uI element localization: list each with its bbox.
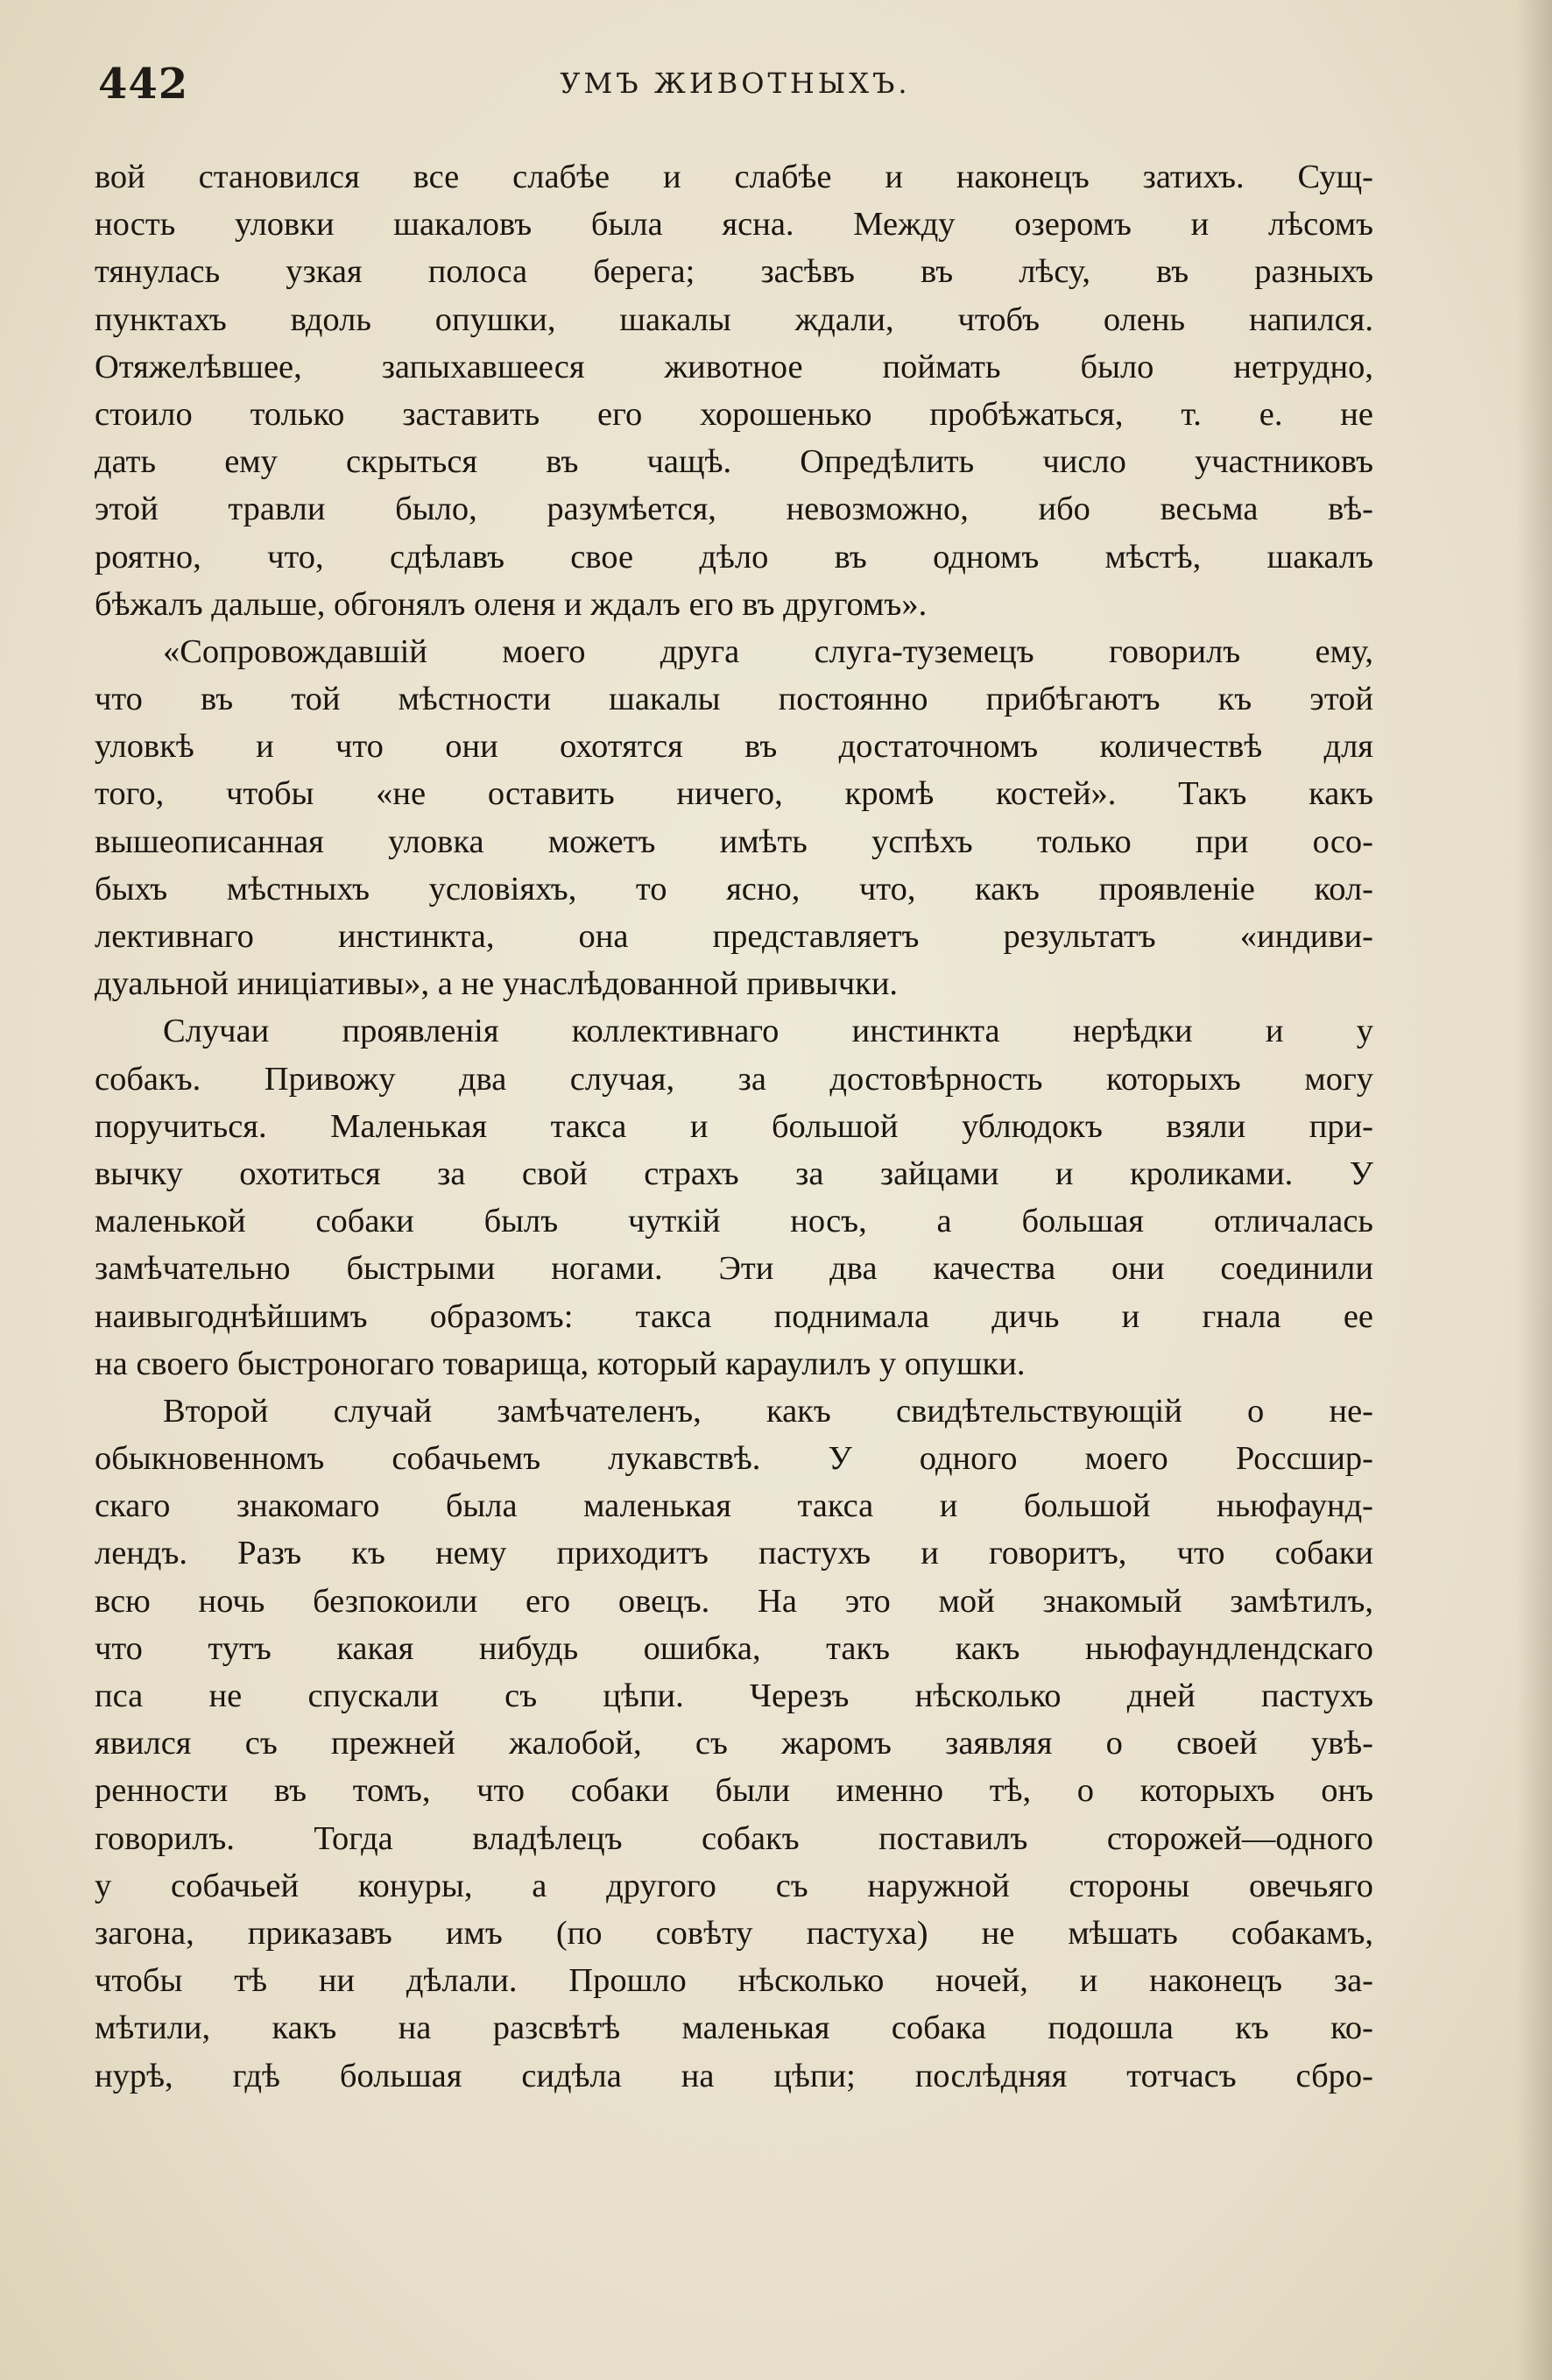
- text-line: говорилъ. Тогда владѣлецъ собакъ поставилъ сторожей—одного: [95, 1819, 1373, 1857]
- text-line: всю ночь безпокоили его овецъ. На это мой знакомый замѣтилъ,: [95, 1582, 1373, 1620]
- text-line: вышеописанная уловка можетъ имѣть успѣхъ только при осо-: [95, 823, 1373, 860]
- text-line: роятно, что, сдѣлавъ свое дѣло въ одномъ мѣстѣ, шакалъ: [95, 538, 1373, 576]
- text-line: нурѣ, гдѣ большая сидѣла на цѣпи; послѣдняя тотчасъ сбро-: [95, 2057, 1373, 2094]
- text-line: Случаи проявленія коллективнаго инстинкта нерѣдки и у: [163, 1013, 1373, 1050]
- text-line: ренности въ томъ, что собаки были именно тѣ, о которыхъ онъ: [95, 1772, 1373, 1810]
- text-line: тянулась узкая полоса берега; засѣвъ въ лѣсу, въ разныхъ: [95, 253, 1373, 291]
- body-text: [95, 153, 1373, 2100]
- text-line: вычку охотиться за свой страхъ за зайцами и кроликами. У: [95, 1155, 1373, 1192]
- text-line: бѣжалъ дальше, обгонялъ оленя и ждалъ его въ другомъ».: [95, 585, 928, 623]
- text-line: лективнаго инстинкта, она представляетъ результатъ «индиви-: [95, 918, 1373, 955]
- text-line: Второй случай замѣчателенъ, какъ свидѣтельствующій о не-: [163, 1392, 1373, 1430]
- paragraph: [95, 153, 1373, 628]
- text-line: на своего быстроногаго товарища, который караулилъ у опушки.: [95, 1345, 1026, 1382]
- text-line: уловкѣ и что они охотятся въ достаточномъ количествѣ для: [95, 728, 1373, 766]
- page-number: 442: [98, 60, 189, 109]
- text-line: скаго знакомаго была маленькая такса и большой ньюфаунд-: [95, 1487, 1373, 1525]
- text-line: ность уловки шакаловъ была ясна. Между озеромъ и лѣсомъ: [95, 206, 1373, 244]
- paragraph: [95, 1007, 1373, 1388]
- paragraph: [95, 1388, 1373, 2100]
- text-line: чтобы тѣ ни дѣлали. Прошло нѣсколько ночей, и наконецъ за-: [95, 1962, 1373, 2000]
- text-line: пса не спускали съ цѣпи. Черезъ нѣсколько дней пастухъ: [95, 1677, 1373, 1714]
- text-line: быхъ мѣстныхъ условіяхъ, то ясно, что, какъ проявленіе кол-: [95, 870, 1373, 908]
- text-line: «Сопровождавшій моего друга слуга-туземецъ говорилъ ему,: [163, 632, 1373, 670]
- text-line: дуальной иниціативы», а не унаслѣдованной привычки.: [95, 965, 899, 1003]
- page-header: [98, 53, 1372, 123]
- spine-shadow: [1517, 0, 1552, 2380]
- text-line: лендъ. Разъ къ нему приходитъ пастухъ и говоритъ, что собаки: [95, 1535, 1373, 1572]
- text-line: наивыгоднѣйшимъ образомъ: такса поднимала дичь и гнала ее: [95, 1297, 1373, 1335]
- text-line: мѣтили, какъ на разсвѣтѣ маленькая собака подошла къ ко-: [95, 2009, 1373, 2047]
- text-line: того, чтобы «не оставить ничего, кромѣ костей». Такъ какъ: [95, 775, 1373, 813]
- paragraph: [95, 628, 1373, 1008]
- running-title: УМЪ ЖИВОТНЫХЪ.: [560, 67, 911, 100]
- text-line: обыкновенномъ собачьемъ лукавствѣ. У одного моего Россшир-: [95, 1440, 1373, 1478]
- text-line: вой становился все слабѣе и слабѣе и наконецъ затихъ. Сущ-: [95, 159, 1373, 195]
- text-line: что въ той мѣстности шакалы постоянно прибѣгаютъ къ этой: [95, 681, 1373, 718]
- text-line: маленькой собаки былъ чуткій носъ, а большая отличалась: [95, 1203, 1373, 1240]
- text-line: дать ему скрыться въ чащѣ. Опредѣлить число участниковъ: [95, 443, 1373, 481]
- text-line: явился съ прежней жалобой, съ жаромъ заявляя о своей увѣ-: [95, 1725, 1373, 1762]
- text-line: собакъ. Привожу два случая, за достовѣрность которыхъ могу: [95, 1060, 1373, 1098]
- text-line: у собачьей конуры, а другого съ наружной стороны овечьяго: [95, 1867, 1373, 1904]
- text-line: пунктахъ вдоль опушки, шакалы ждали, чтобъ олень напился.: [95, 300, 1373, 338]
- text-line: что тутъ какая нибудь ошибка, такъ какъ ньюфаундлендскаго: [95, 1629, 1373, 1667]
- text-line: этой травли было, разумѣется, невозможно, ибо весьма вѣ-: [95, 491, 1373, 528]
- text-line: стоило только заставить его хорошенько пробѣжаться, т. е. не: [95, 395, 1373, 433]
- text-line: замѣчательно быстрыми ногами. Эти два качества они соединили: [95, 1250, 1373, 1288]
- text-line: загона, приказавъ имъ (по совѣту пастуха) не мѣшать собакамъ,: [95, 1914, 1373, 1952]
- text-line: Отяжелѣвшее, запыхавшееся животное поймать было нетрудно,: [95, 348, 1373, 385]
- text-line: поручиться. Маленькая такса и большой ублюдокъ взяли при-: [95, 1107, 1373, 1145]
